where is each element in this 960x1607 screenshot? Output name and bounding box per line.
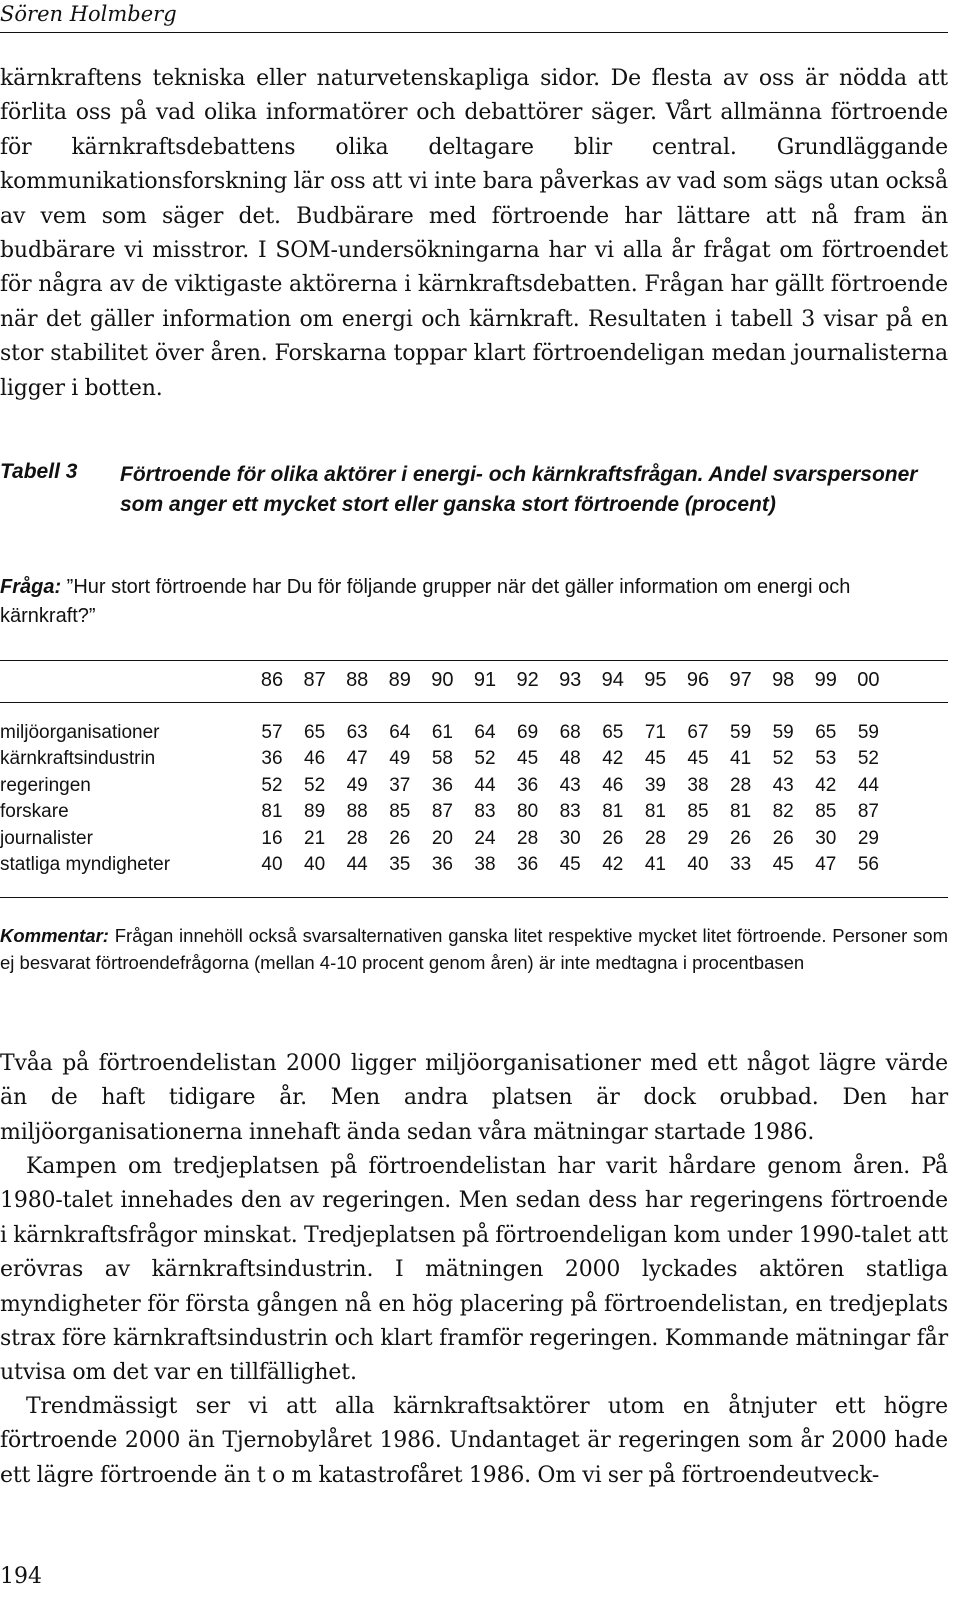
table-cell: 26 bbox=[602, 827, 624, 849]
table-cell: 45 bbox=[644, 748, 666, 770]
table-cell: 85 bbox=[687, 801, 709, 823]
table-cell: 42 bbox=[815, 774, 837, 796]
table-cell: 65 bbox=[815, 722, 837, 743]
year-header-cell: 00 bbox=[857, 669, 880, 691]
table-cell: 36 bbox=[517, 854, 539, 875]
table-cell: 24 bbox=[474, 827, 496, 849]
table-cell: 47 bbox=[815, 854, 837, 875]
table-cell: 30 bbox=[815, 827, 837, 849]
table-cell: 37 bbox=[389, 774, 411, 796]
year-header-cell: 89 bbox=[388, 669, 411, 691]
table-cell: 21 bbox=[304, 827, 326, 849]
comment-label: Kommentar: bbox=[0, 925, 109, 946]
table-cell: 53 bbox=[815, 748, 837, 770]
table-cell: 41 bbox=[644, 854, 666, 875]
table-cell: 45 bbox=[687, 748, 709, 770]
table-cell: 28 bbox=[517, 827, 539, 849]
paragraph-2: Kampen om tredjeplatsen på förtroendelistan har varit hårdare genom åren. På 1980-talet innehades den av regeringen. Men sedan dess har regeringens förtroende i kärnkraftsfrågor minskat. Tredjeplatsen på förtroendeligan kom under 1990-talet att erövras av kärnkraftsindustrin. I mätningen 2000 lyckades aktören statliga myndigheter för första gången nå en hög placering på förtroendelistan, en tredjeplats strax före kärnkraftsindustrin och klart framför regeringen. Kommande mätningar får utvisa om det var en tillfällighet. bbox=[0, 1154, 948, 1386]
year-header-cell: 95 bbox=[644, 669, 667, 691]
question-label: Fråga: bbox=[0, 576, 62, 598]
table-cell: 81 bbox=[644, 801, 666, 823]
table-cell: 87 bbox=[857, 801, 879, 823]
table-cell: 52 bbox=[772, 748, 794, 770]
table-cell: 42 bbox=[602, 854, 624, 875]
table-cell: 42 bbox=[602, 748, 624, 770]
table-cell: 30 bbox=[559, 827, 581, 849]
table-cell: 26 bbox=[772, 827, 794, 849]
table-cell: 49 bbox=[389, 748, 411, 770]
year-header-cell: 93 bbox=[559, 669, 582, 691]
table-cell: 40 bbox=[304, 854, 326, 875]
year-header-cell: 97 bbox=[729, 669, 752, 691]
table-cell: 61 bbox=[431, 722, 453, 743]
table-cell: 63 bbox=[346, 722, 368, 743]
table-cell: 83 bbox=[559, 801, 581, 823]
table-cell: 29 bbox=[687, 827, 709, 849]
table-cell: 36 bbox=[431, 774, 453, 796]
table-cell: 47 bbox=[346, 748, 368, 770]
table-cell: 65 bbox=[304, 722, 326, 743]
table-cell: 26 bbox=[730, 827, 752, 849]
table-cell: 28 bbox=[644, 827, 666, 849]
year-header-cell: 87 bbox=[303, 669, 326, 691]
table-cell: 29 bbox=[857, 827, 879, 849]
table-cell: 26 bbox=[389, 827, 411, 849]
table-cell: 56 bbox=[857, 854, 879, 875]
header-rule bbox=[0, 32, 948, 33]
table-cell: 33 bbox=[730, 854, 752, 875]
table-question bbox=[0, 573, 930, 631]
table-caption: Förtroende för olika aktörer i energi- och kärnkraftsfrågan. Andel svarspersoner som anger ett mycket stort eller ganska stort förtroende (procent) bbox=[120, 463, 918, 516]
table-cell: 59 bbox=[857, 722, 879, 743]
table-cell: 85 bbox=[815, 801, 837, 823]
table-label: Tabell 3 bbox=[0, 460, 78, 483]
table-cell: 43 bbox=[772, 774, 794, 796]
table-cell: 40 bbox=[687, 854, 709, 875]
year-header-cell: 92 bbox=[516, 669, 539, 691]
table-cell: 35 bbox=[389, 854, 411, 875]
table-cell: 39 bbox=[644, 774, 666, 796]
table-cell: 44 bbox=[474, 774, 496, 796]
table-cell: 43 bbox=[559, 774, 581, 796]
table-comment bbox=[0, 922, 948, 976]
table-cell: 52 bbox=[474, 748, 496, 770]
table-cell: 44 bbox=[857, 774, 879, 796]
paragraph-1: Tvåa på förtroendelistan 2000 ligger miljöorganisationer med ett något lägre värde än de haft tidigare år. Men andra platsen är dock orubbad. Den har miljöorganisationerna innehaft ända sedan våra mätningar startade 1986. bbox=[0, 1051, 948, 1145]
row-label: statliga myndigheter bbox=[0, 854, 171, 875]
table-cell: 38 bbox=[474, 854, 496, 875]
table-cell: 81 bbox=[261, 801, 283, 823]
table-cell: 64 bbox=[389, 722, 411, 743]
table-cell: 68 bbox=[559, 722, 581, 743]
table-cell: 65 bbox=[602, 722, 624, 743]
table-cell: 59 bbox=[772, 722, 794, 743]
table-cell: 71 bbox=[644, 722, 666, 743]
table-cell: 82 bbox=[772, 801, 794, 823]
table-cell: 88 bbox=[346, 801, 368, 823]
table-cell: 45 bbox=[517, 748, 539, 770]
table-header-rule bbox=[0, 702, 948, 703]
table-cell: 89 bbox=[304, 801, 326, 823]
table-cell: 81 bbox=[730, 801, 752, 823]
row-label: forskare bbox=[0, 801, 69, 823]
year-header-cell: 99 bbox=[814, 669, 837, 691]
row-label: miljöorganisationer bbox=[0, 722, 160, 743]
year-header-cell: 86 bbox=[260, 669, 284, 691]
row-label: regeringen bbox=[0, 774, 91, 796]
comment-text: Frågan innehöll också svarsalternativen ganska litet respektive mycket litet förtroende. Personer som ej besvarat förtroendefrågorna (mellan 4-10 procent genom åren) är inte medtagna i procentbasen bbox=[0, 925, 948, 973]
table-cell: 52 bbox=[857, 748, 879, 770]
table-cell: 64 bbox=[474, 722, 496, 743]
question-text: ”Hur stort förtroende har Du för följande grupper när det gäller information om energi och kärnkraft?” bbox=[0, 576, 851, 627]
table-cell: 36 bbox=[261, 748, 283, 770]
row-label: kärnkraftsindustrin bbox=[0, 748, 156, 770]
table-cell: 52 bbox=[304, 774, 326, 796]
table-cell: 48 bbox=[559, 748, 581, 770]
table-cell: 36 bbox=[517, 774, 539, 796]
table-cell: 58 bbox=[431, 748, 453, 770]
table-cell: 45 bbox=[559, 854, 581, 875]
table-cell: 69 bbox=[517, 722, 539, 743]
running-header-author: Sören Holmberg bbox=[0, 2, 177, 26]
year-header-cell: 88 bbox=[346, 669, 369, 691]
table-cell: 36 bbox=[431, 854, 453, 875]
table-cell: 67 bbox=[687, 722, 709, 743]
table-cell: 40 bbox=[261, 854, 283, 875]
year-header-cell: 96 bbox=[686, 669, 710, 691]
intro-paragraph: kärnkraftens tekniska eller naturvetenskapliga sidor. De flesta av oss är nödda att förlita oss på vad olika informatörer och debattörer säger. Vårt allmänna förtroende för kärnkraftsdebattens olika deltagare blir central. Grundläggande kommunikationsforskning lär oss att vi inte bara påverkas av vad som sägs utan också av vem som säger det. Budbärare med förtroende har lättare att nå fram än budbärare vi misstror. I SOM-undersökningarna har vi alla år frågat om förtroendet för några av de viktigaste aktörerna i kärnkraftsdebatten. Frågan har gällt förtroende när det gäller information om energi och kärnkraft. Resultaten i tabell 3 visar på en stor stabilitet över åren. Forskarna toppar klart förtroendeligan medan journalisterna ligger i botten. bbox=[0, 66, 948, 401]
year-header-cell: 90 bbox=[431, 669, 454, 691]
row-label: journalister bbox=[0, 827, 93, 849]
table-top-rule bbox=[0, 660, 948, 661]
table-cell: 46 bbox=[602, 774, 624, 796]
table-cell: 57 bbox=[261, 722, 283, 743]
year-header-cell: 91 bbox=[473, 669, 497, 691]
table-cell: 52 bbox=[261, 774, 283, 796]
page-number: 194 bbox=[0, 1564, 42, 1589]
table-cell: 45 bbox=[772, 854, 794, 875]
table-cell: 80 bbox=[517, 801, 539, 823]
table-cell: 16 bbox=[261, 827, 283, 849]
table-cell: 81 bbox=[602, 801, 624, 823]
table-cell: 46 bbox=[304, 748, 326, 770]
table-cell: 85 bbox=[389, 801, 411, 823]
table-cell: 59 bbox=[730, 722, 752, 743]
paragraph-3: Trendmässigt ser vi att alla kärnkraftsaktörer utom en åtnjuter ett högre förtroende 2000 än Tjernobylåret 1986. Undantaget är regeringen som år 2000 hade ett lägre förtroende än t o m katastrofåret 1986. Om vi ser på förtroendeutveck- bbox=[0, 1394, 948, 1488]
table-cell: 38 bbox=[687, 774, 709, 796]
table-cell: 28 bbox=[346, 827, 368, 849]
table-cell: 87 bbox=[431, 801, 453, 823]
table-cell: 20 bbox=[431, 827, 453, 849]
table-cell: 41 bbox=[730, 748, 752, 770]
year-header-cell: 98 bbox=[772, 669, 795, 691]
table-cell: 83 bbox=[474, 801, 496, 823]
table-bottom-rule bbox=[0, 897, 948, 898]
table-cell: 28 bbox=[730, 774, 752, 796]
year-header-cell: 94 bbox=[601, 669, 624, 691]
table-cell: 49 bbox=[346, 774, 368, 796]
table-cell: 44 bbox=[346, 854, 368, 875]
